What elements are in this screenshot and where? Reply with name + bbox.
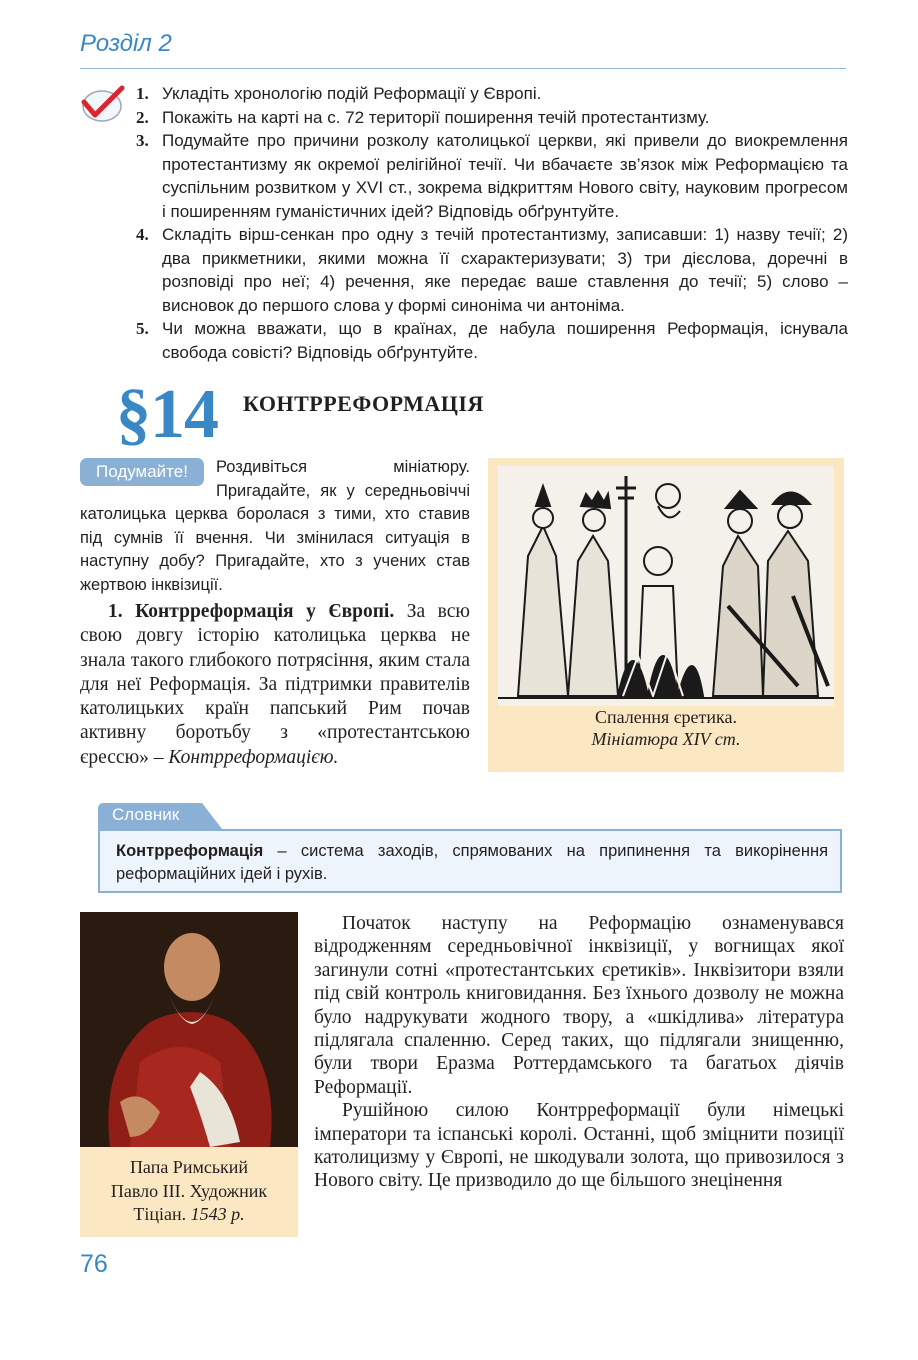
glossary-tab-label: Словник xyxy=(112,805,180,824)
portrait-painting xyxy=(80,912,298,1147)
figure-caption: Спалення єретика. Мініатюра XIV ст. xyxy=(591,707,741,749)
glossary-definition: Контрреформація – система заходів, спрямованих на припинення та викорінення реформаційних ідей і рухів. xyxy=(116,842,828,883)
header-divider xyxy=(80,68,846,69)
checkmark-icon xyxy=(78,82,126,124)
paragraph-counter-reformation: 1. Контрреформація у Європі. За всю свою довгу історію католицька церква не знала такого глибокого потрясіння, яким стала для неї Реформація. За підтримки правителів католицьких країн папський Рим почав активну боротьбу з «протестантською єрессю» – Контрреформацією. xyxy=(80,601,470,768)
figure-heretic-burning xyxy=(488,458,844,772)
page-number: 76 xyxy=(80,1250,108,1278)
question-item: 3. Подумайте про причини розколу католицької церкви, які привели до виокремлення протестантизму як окремої релігійної течії. Чи вбачаєте зв’язок між Реформацією та суспільним розвитком у XVI ст., зокрема відкриттям Нового світу, науковим прогресом і поширенням гуманістичних ідей? Відповідь обґрунтуйте. xyxy=(136,131,848,221)
review-questions xyxy=(136,82,848,364)
figure-caption: Папа Римський Павло III. Художник Тіціан. 1543 р. xyxy=(110,1157,268,1224)
think-badge: Подумайте! xyxy=(80,458,204,486)
section-number: §14 xyxy=(116,376,218,453)
question-item: 5. Чи можна вважати, що в країнах, де набула поширення Реформація, існувала свобода совісті? Відповідь обґрунтуйте. xyxy=(136,319,848,362)
glossary-term: Контрреформація xyxy=(116,842,264,860)
term-highlight: Контрреформацією. xyxy=(168,746,339,768)
question-item: 1. Укладіть хронологію подій Реформації у Європі. xyxy=(136,84,542,103)
think-prompt: Роздивіться мініатюру. Пригадайте, як у середньовіччі католицька церква боролася з тими, хто ставив під сумнів її вчення. Чи змінилася ситуація в наступну добу? Пригадайте, хто з учених став жертвою інквізиції. xyxy=(80,458,470,594)
question-item: 4. Складіть вірш-сенкан про одну з течій протестантизму, записавши: 1) назву течії; 2) два прикметники, якими можна її схарактеризувати; 3) три дієслова, доречні в розповіді про неї; 4) речення, яке передає ваше ставлення до течії; 5) слово – висновок до першого слова у формі синоніма чи антоніма. xyxy=(136,225,848,315)
section-title: КОНТРРЕФОРМАЦІЯ xyxy=(243,391,484,416)
figure-pope-portrait xyxy=(80,912,298,1237)
paragraph-inquisition: Початок наступу на Реформацію ознаменувався відродженням середньовічної інквізиції, у вогнищах якої загинули сотні «протестантських єретиків». Інквізитори взяли під свій контроль книговидання. Без їхнього дозволу не можна було надрукувати жодного твору, а «шкідлива» література підлягала спаленню. Серед таких, що підлягали знищенню, були твори Еразма Роттердамського та багатьох діячів Реформації. Рушійною силою Контрреформації були німецькі імператори та іспанські королі. Останні, щоб зміцнити позиції католицизму у Європі, не шкодували золота, що привозилося з Нового світу. Це призводило до ще більшого знецінення xyxy=(314,913,844,1192)
paragraph-heading: 1. Контрреформація у Європі. xyxy=(108,601,395,622)
question-item: 2. Покажіть на карті на с. 72 території поширення течій протестантизму. xyxy=(136,107,710,127)
section-label: Розділ 2 xyxy=(80,30,172,57)
woodcut-illustration xyxy=(498,466,834,706)
